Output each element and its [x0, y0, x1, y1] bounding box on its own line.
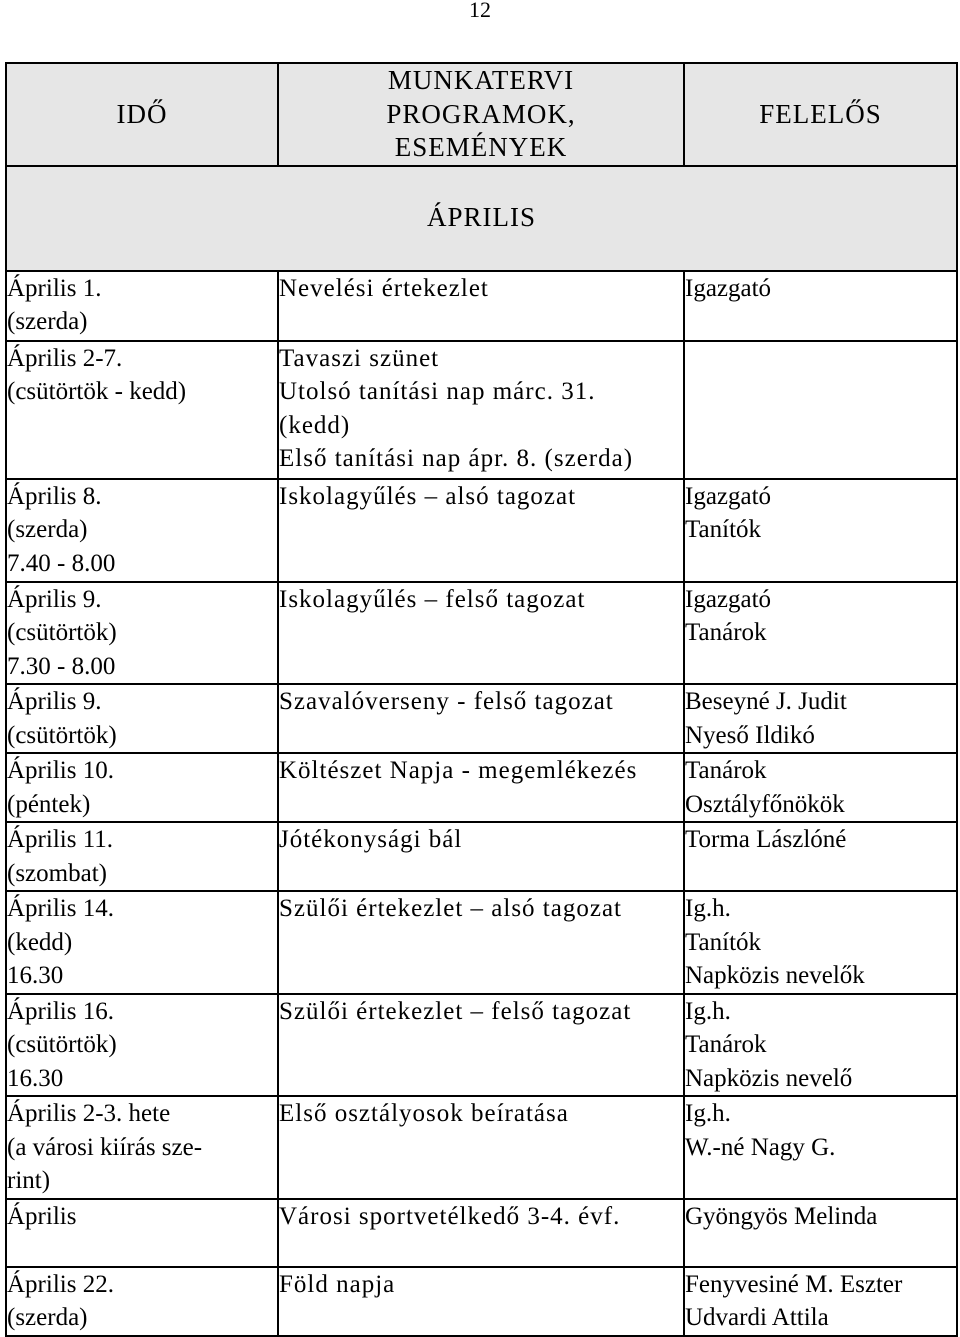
- month-title: ÁPRILIS: [6, 166, 957, 271]
- responsible-cell-line: Tanítók: [685, 928, 762, 956]
- responsible-cell-line: Igazgató: [685, 585, 772, 613]
- table-row: [6, 753, 957, 822]
- time-cell-line: Április 14.: [7, 895, 114, 922]
- time-cell-line: (csütörtök): [7, 619, 117, 646]
- event-cell-line: Utolsó tanítási nap márc. 31.: [279, 378, 596, 405]
- responsible-cell: [684, 1096, 957, 1199]
- page-number: 12: [469, 0, 491, 22]
- time-cell-line: Április 2-7.: [7, 344, 123, 372]
- time-cell-line: Április 2-3. hete: [7, 1100, 171, 1127]
- time-cell: [6, 479, 278, 582]
- responsible-cell-line: Ig.h.: [685, 1100, 731, 1127]
- event-cell: [278, 994, 684, 1097]
- table-row: [6, 684, 957, 753]
- time-cell-line: Április 22.: [7, 1270, 114, 1298]
- month-row: [6, 166, 957, 271]
- event-cell-line: Iskolagyűlés – felső tagozat: [279, 585, 586, 613]
- time-cell-line: Április 8.: [7, 482, 102, 510]
- header-responsible: FELELŐS: [684, 63, 957, 166]
- event-cell: [278, 891, 684, 994]
- event-cell: [278, 684, 684, 753]
- event-cell-line: Nevelési értekezlet: [279, 274, 489, 302]
- responsible-cell: [684, 822, 957, 891]
- responsible-cell: [684, 271, 957, 341]
- event-cell-line: Jótékonysági bál: [279, 826, 463, 853]
- time-cell-line: (kedd): [7, 928, 73, 956]
- time-cell-line: 16.30: [7, 1064, 64, 1092]
- responsible-cell-line: Udvardi Attila: [685, 1304, 829, 1331]
- table-row: [6, 891, 957, 994]
- table-row: [6, 822, 957, 891]
- responsible-cell: [684, 753, 957, 822]
- table-row: [6, 994, 957, 1097]
- event-cell-line: Első tanítási nap ápr. 8. (szerda): [279, 445, 634, 472]
- time-cell-line: (szerda): [7, 1304, 88, 1331]
- time-cell-line: (péntek): [7, 790, 91, 818]
- responsible-cell: [684, 994, 957, 1097]
- responsible-cell-line: Torma Lászlóné: [685, 826, 847, 853]
- table-row: [6, 479, 957, 582]
- event-cell-line: Iskolagyűlés – alsó tagozat: [279, 482, 577, 510]
- time-cell-line: Április 1.: [7, 274, 102, 302]
- time-cell-line: (csütörtök): [7, 721, 117, 749]
- event-cell-line: Költészet Napja - megemlékezés: [279, 757, 638, 784]
- event-cell: [278, 1267, 684, 1336]
- header-program-line: MUNKATERVI: [387, 65, 575, 95]
- table-row: [6, 271, 957, 341]
- table-row: [6, 1096, 957, 1199]
- time-cell: [6, 271, 278, 341]
- responsible-cell-line: Ig.h.: [685, 997, 731, 1025]
- time-cell: [6, 1267, 278, 1336]
- event-cell-line: Szavalóverseny - felső tagozat: [279, 688, 614, 715]
- time-cell: [6, 822, 278, 891]
- event-cell-line: Föld napja: [279, 1270, 396, 1298]
- responsible-cell: [684, 479, 957, 582]
- time-cell-line: (a városi kiírás sze-: [7, 1133, 203, 1161]
- time-cell-line: Április 9.: [7, 688, 102, 715]
- time-cell-line: 7.40 - 8.00: [7, 549, 116, 577]
- responsible-cell-line: Ig.h.: [685, 895, 731, 922]
- event-cell: [278, 582, 684, 685]
- time-cell-line: Április: [7, 1202, 77, 1230]
- responsible-cell-line: Napközis nevelők: [685, 962, 865, 989]
- event-cell-line: Tavaszi szünet: [279, 344, 440, 372]
- event-cell-line: (kedd): [279, 411, 351, 439]
- time-cell-line: (csütörtök): [7, 1031, 117, 1058]
- responsible-cell-line: Igazgató: [685, 482, 772, 510]
- event-cell: [278, 479, 684, 582]
- schedule-rows: [6, 271, 957, 1336]
- time-cell-line: (csütörtök - kedd): [7, 378, 187, 405]
- event-cell-line: Szülői értekezlet – alsó tagozat: [279, 895, 622, 922]
- event-cell: [278, 271, 684, 341]
- event-cell: [278, 822, 684, 891]
- event-cell: [278, 753, 684, 822]
- time-cell: [6, 753, 278, 822]
- time-cell-line: rint): [7, 1167, 51, 1194]
- time-cell: [6, 1096, 278, 1199]
- time-cell-line: (szombat): [7, 859, 107, 887]
- responsible-cell: [684, 582, 957, 685]
- time-cell-line: (szerda): [7, 516, 88, 543]
- header-time: IDŐ: [6, 63, 278, 166]
- responsible-cell-line: Fenyvesiné M. Eszter: [685, 1270, 903, 1298]
- responsible-cell: [684, 684, 957, 753]
- time-cell-line: Április 10.: [7, 757, 114, 784]
- time-cell: [6, 684, 278, 753]
- time-cell-line: (szerda): [7, 308, 88, 335]
- responsible-cell-line: Gyöngyös Melinda: [685, 1202, 878, 1230]
- responsible-cell-line: Tanárok: [685, 619, 767, 646]
- time-cell-line: 7.30 - 8.00: [7, 652, 116, 680]
- time-cell: [6, 582, 278, 685]
- responsible-cell-line: Napközis nevelő: [685, 1064, 853, 1092]
- header-row: [6, 63, 957, 166]
- responsible-cell: [684, 1199, 957, 1267]
- responsible-cell-line: Beseyné J. Judit: [685, 688, 847, 715]
- event-cell-line: Első osztályosok beíratása: [279, 1100, 569, 1127]
- time-cell: [6, 1199, 278, 1267]
- responsible-cell-line: W.-né Nagy G.: [685, 1133, 836, 1161]
- header-program-line: ESEMÉNYEK: [394, 132, 568, 162]
- responsible-cell-line: Tanárok: [685, 757, 767, 784]
- responsible-cell-line: Osztályfőnökök: [685, 790, 845, 818]
- event-cell-line: Városi sportvetélkedő 3-4. évf.: [279, 1202, 621, 1230]
- time-cell: [6, 341, 278, 479]
- table-row: [6, 1199, 957, 1267]
- responsible-cell-line: Tanárok: [685, 1031, 767, 1058]
- table-row: [6, 582, 957, 685]
- time-cell: [6, 994, 278, 1097]
- event-cell: [278, 1096, 684, 1199]
- responsible-cell: [684, 891, 957, 994]
- responsible-cell: [684, 341, 957, 479]
- event-cell-line: Szülői értekezlet – felső tagozat: [279, 997, 632, 1025]
- time-cell-line: Április 11.: [7, 826, 114, 853]
- responsible-cell: [684, 1267, 957, 1336]
- time-cell-line: Április 16.: [7, 997, 114, 1025]
- time-cell-line: 16.30: [7, 962, 64, 989]
- time-cell-line: Április 9.: [7, 585, 102, 613]
- header-program-line: PROGRAMOK,: [386, 98, 576, 129]
- responsible-cell-line: Tanítók: [685, 516, 762, 543]
- schedule-table: [5, 62, 958, 1337]
- time-cell: [6, 891, 278, 994]
- table-row: [6, 341, 957, 479]
- event-cell: [278, 341, 684, 479]
- event-cell: [278, 1199, 684, 1267]
- responsible-cell-line: Igazgató: [685, 274, 772, 302]
- responsible-cell-line: Nyeső Ildikó: [685, 721, 815, 749]
- table-row: [6, 1267, 957, 1336]
- header-program: [278, 63, 684, 166]
